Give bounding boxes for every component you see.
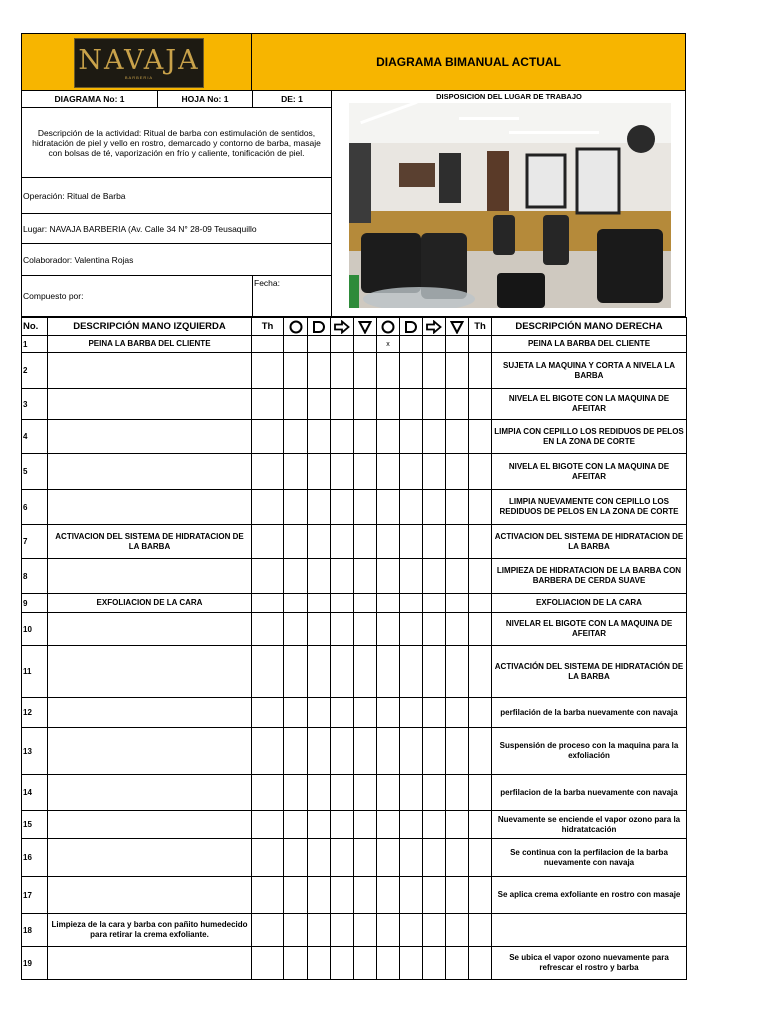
table-row: 19 Se ubica el vapor ozono nuevamente para refrescar el rostro y barba xyxy=(22,947,687,980)
place-field: Lugar: NAVAJA BARBERIA (Av. Calle 34 N° 28-09 Teusaquillo xyxy=(22,214,331,244)
transport-arrow-icon xyxy=(423,318,446,336)
table-row: 2 SUJETA LA MAQUINA Y CORTA A NIVELA LA BARBA xyxy=(22,353,687,389)
composed-by-field: Compuesto por: xyxy=(23,291,84,301)
table-row: 16 Se continua con la perfilacion de la barba nuevamente con navaja xyxy=(22,839,687,877)
info-block xyxy=(21,91,686,317)
operation-circle-icon xyxy=(377,318,400,336)
bimanual-sheet xyxy=(21,33,686,980)
collaborator-field: Colaborador: Valentina Rojas xyxy=(22,244,331,276)
storage-triangle-icon xyxy=(354,318,377,336)
table-row: 1 PEINA LA BARBA DEL CLIENTE x PEINA LA BARBA DEL CLIENTE xyxy=(22,336,687,353)
col-number-header: No. xyxy=(22,318,48,336)
table-row: 7 ACTIVACION DEL SISTEMA DE HIDRATACION DE LA BARBA ACTIVACION DEL SISTEMA DE HIDRATACION DE LA BARBA xyxy=(22,525,687,559)
col-th-right-header: Th xyxy=(469,318,492,336)
table-header-row xyxy=(22,318,687,336)
table-row: 4 LIMPIA CON CEPILLO LOS REDIDUOS DE PELOS EN LA ZONA DE CORTE xyxy=(22,420,687,454)
navaja-logo xyxy=(74,38,204,88)
col-right-hand-header: DESCRIPCIÓN MANO DERECHA xyxy=(492,318,687,336)
table-row: 6 LIMPIA NUEVAMENTE CON CEPILLO LOS REDIDUOS DE PELOS EN LA ZONA DE CORTE xyxy=(22,490,687,525)
col-th-left-header: Th xyxy=(252,318,284,336)
table-row: 9 EXFOLIACION DE LA CARA EXFOLIACION DE LA CARA xyxy=(22,594,687,613)
bimanual-table xyxy=(21,317,687,980)
table-row: 8 LIMPIEZA DE HIDRATACION DE LA BARBA CON BARBERA DE CERDA SUAVE xyxy=(22,559,687,594)
header-bar xyxy=(21,33,686,91)
table-row: 11 ACTIVACIÓN DEL SISTEMA DE HIDRATACIÓN DE LA BARBA xyxy=(22,646,687,698)
diagram-number: DIAGRAMA No: 1 xyxy=(22,91,157,108)
table-row: 10 NIVELAR EL BIGOTE CON LA MAQUINA DE AFEITAR xyxy=(22,613,687,646)
table-row: 5 NIVELA EL BIGOTE CON LA MAQUINA DE AFEITAR xyxy=(22,454,687,490)
col-left-hand-header: DESCRIPCIÓN MANO IZQUIERDA xyxy=(48,318,252,336)
delay-d-icon xyxy=(308,318,331,336)
workplace-layout-label: DISPOSICION DEL LUGAR DE TRABAJO xyxy=(331,91,686,102)
logo-subtext: BARBERIA xyxy=(124,74,154,80)
table-row: 14 perfilacion de la barba nuevamente con navaja xyxy=(22,775,687,811)
barbershop-photo xyxy=(349,103,671,308)
table-row: 18 Limpieza de la cara y barba con pañito humedecido para retirar la crema exfoliante. xyxy=(22,914,687,947)
storage-triangle-icon xyxy=(446,318,469,336)
sheet-number: HOJA No: 1 xyxy=(157,91,252,108)
table-row: 12 perfilación de la barba nuevamente con navaja xyxy=(22,698,687,728)
table-row: 13 Suspensión de proceso con la maquina para la exfoliación xyxy=(22,728,687,775)
operation-circle-icon xyxy=(284,318,308,336)
sheet-total: DE: 1 xyxy=(252,91,331,108)
table-row: 3 NIVELA EL BIGOTE CON LA MAQUINA DE AFEITAR xyxy=(22,389,687,420)
operation-field: Operación: Ritual de Barba xyxy=(22,178,331,214)
logo-text: NAVAJA xyxy=(78,44,200,76)
delay-d-icon xyxy=(400,318,423,336)
transport-arrow-icon xyxy=(331,318,354,336)
date-field: Fecha: xyxy=(252,276,331,316)
activity-description: Descripción de la actividad: Ritual de barba con estimulación de sentidos, hidratación de piel y vello en rostro, demarcado y contorno de barba, masaje con bolsas de té, vaporización en frío y caliente, tonificación de piel. xyxy=(22,108,331,178)
page-title: DIAGRAMA BIMANUAL ACTUAL xyxy=(376,55,561,69)
table-row: 15 Nuevamente se enciende el vapor ozono para la hidratatcación xyxy=(22,811,687,839)
table-row: 17 Se aplica crema exfoliante en rostro con masaje xyxy=(22,877,687,914)
